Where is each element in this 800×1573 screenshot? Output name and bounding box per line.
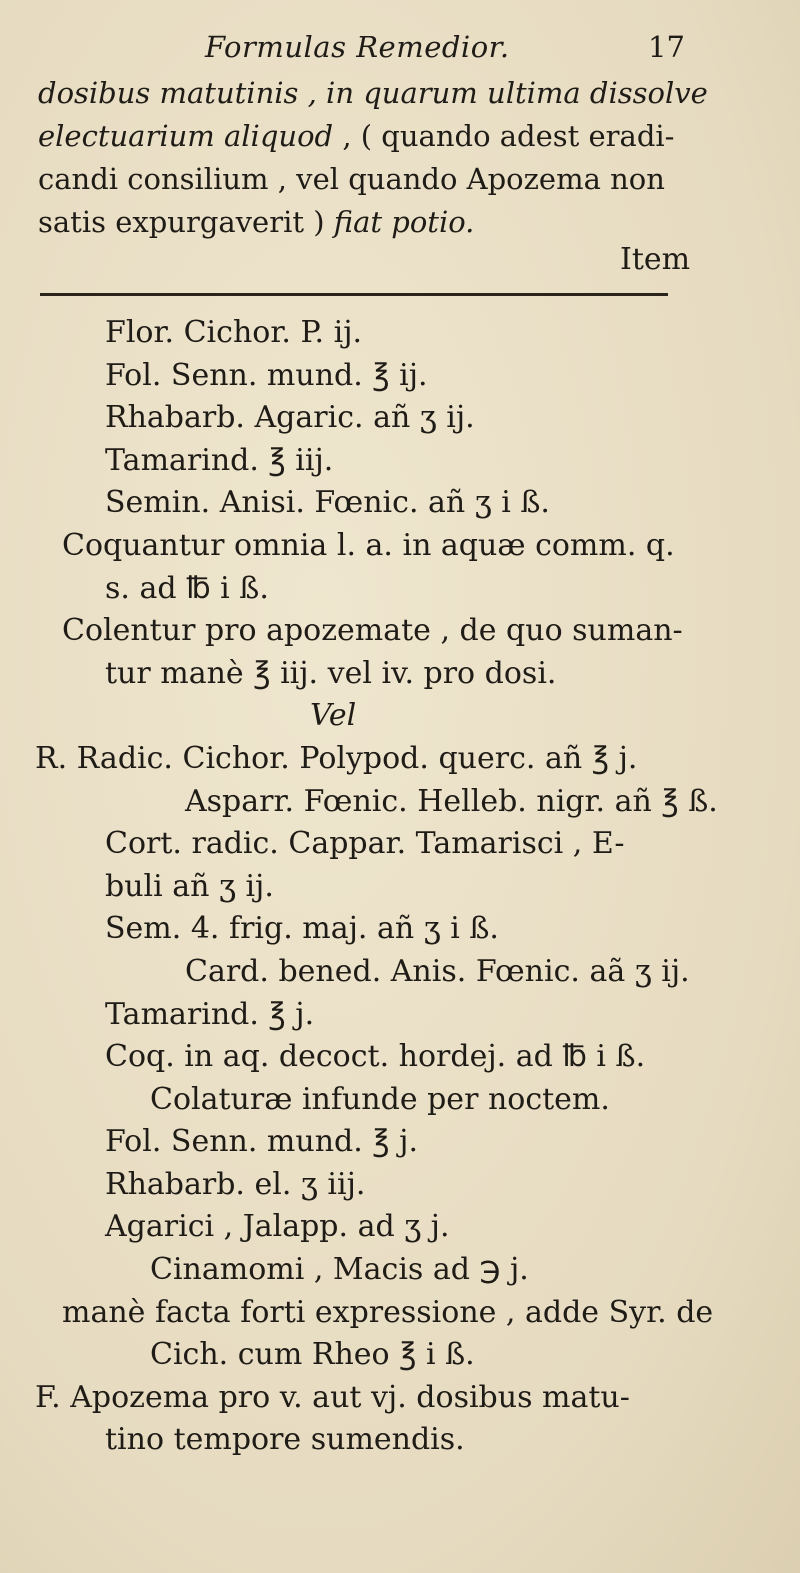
recipe2-line-8: Coq. in aq. decoct. hordej. ad ℔ i ß. [105, 1039, 646, 1075]
recipe2-line-12: Agarici , Jalapp. ad ʒ j. [105, 1209, 450, 1245]
recipe1-line-9: tur manè ℥ iij. vel iv. pro dosi. [105, 655, 557, 691]
recipe1-line-6: Coquantur omnia l. a. in aquæ comm. q. [62, 527, 675, 563]
recipe2-line-17: tino tempore sumendis. [105, 1422, 465, 1458]
recipe2-line-10: Fol. Senn. mund. ℥ j. [105, 1124, 418, 1160]
recipe1-line-8: Colentur pro apozemate , de quo suman- [62, 613, 683, 649]
intro-line-3: candi consilium , vel quando Apozema non [38, 162, 665, 196]
recipe2-line-2: Asparr. Fœnic. Helleb. nigr. añ ℥ ß. [185, 783, 718, 819]
recipe2-line-13: Cinamomi , Macis ad ℈ j. [150, 1252, 529, 1288]
recipe2-line-11: Rhabarb. el. ʒ iij. [105, 1166, 366, 1202]
intro-italic-fiat: fiat potio. [333, 205, 475, 239]
page-header [0, 22, 800, 66]
recipe2-line-3: Cort. radic. Cappar. Tamarisci , E- [105, 826, 625, 862]
recipe2-line-4: buli añ ʒ ij. [105, 868, 274, 904]
recipe1-line-5: Semin. Anisi. Fœnic. añ ʒ i ß. [105, 485, 550, 521]
recipe2-line-14: manè facta forti expressione , adde Syr. de [62, 1294, 714, 1330]
separator-vel: Vel [310, 698, 357, 734]
recipe2-line-7: Tamarind. ℥ j. [105, 996, 315, 1032]
intro-line-4: satis expurgaverit ) fiat potio. [38, 205, 475, 239]
recipe2-line-15: Cich. cum Rheo ℥ i ß. [150, 1337, 475, 1373]
recipe1-line-2: Fol. Senn. mund. ℥ ij. [105, 357, 428, 393]
intro-paragraph [38, 72, 728, 244]
recipe2-line-6: Card. bened. Anis. Fœnic. aã ʒ ij. [185, 953, 690, 989]
recipe1-line-3: Rhabarb. Agaric. añ ʒ ij. [105, 400, 475, 436]
intro-italic-term: electuarium aliquod [38, 119, 334, 153]
recipe1-line-1: Flor. Cichor. P. ij. [105, 315, 363, 350]
intro-line-1: dosibus matutinis , in quarum ultima dissolve [38, 76, 708, 110]
page-number: 17 [648, 30, 685, 64]
recipe1-line-4: Tamarind. ℥ iij. [105, 442, 334, 478]
prescription-block [0, 312, 800, 1462]
running-title: Formulas Remedior. [205, 30, 510, 64]
intro-line-2: electuarium aliquod , ( quando adest eradi- [38, 119, 675, 153]
horizontal-rule [40, 293, 668, 296]
recipe2-line-9: Colaturæ infunde per noctem. [150, 1081, 610, 1117]
recipe2-line-16: F. Apozema pro v. aut vj. dosibus matu- [35, 1379, 630, 1415]
recipe1-line-7: s. ad ℔ i ß. [105, 570, 269, 606]
recipe2-line-5: Sem. 4. frig. maj. añ ʒ i ß. [105, 911, 499, 947]
recipe2-line-1: R. Radic. Cichor. Polypod. querc. añ ℥ j. [35, 740, 638, 776]
catchword: Item [620, 242, 691, 277]
